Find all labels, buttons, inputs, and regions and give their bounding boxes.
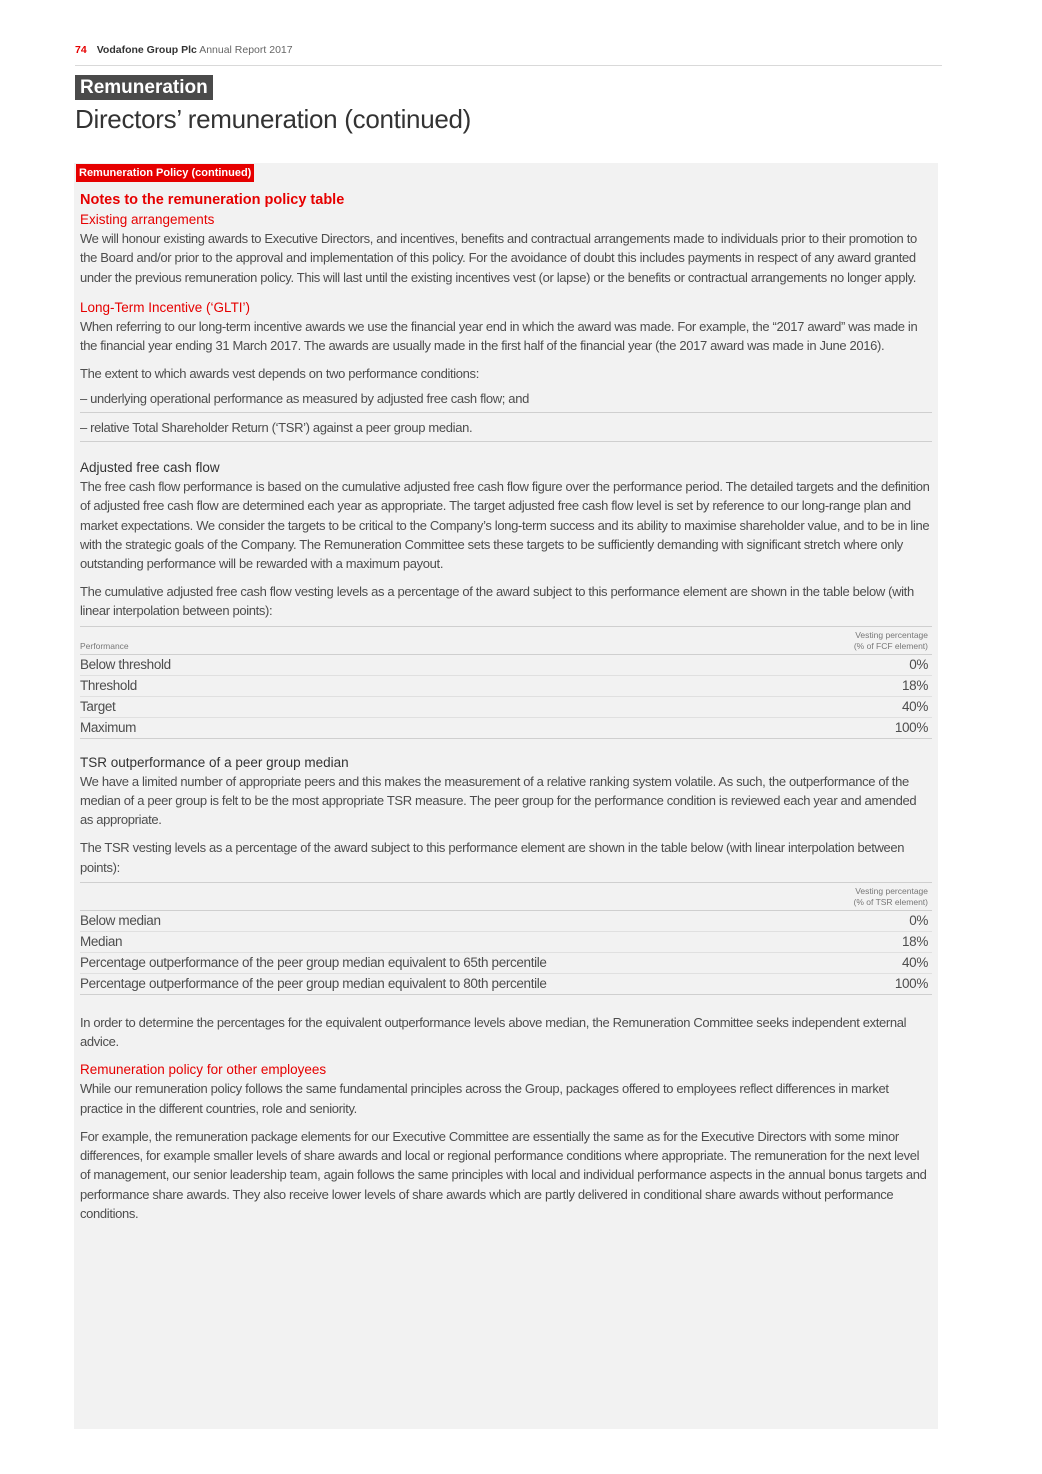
glti-title: Long-Term Incentive (‘GLTI’) [80,299,251,315]
list-item: – relative Total Shareholder Return (‘TSR’) against a peer group median. [80,413,932,442]
table-header-vesting: Vesting percentage (% of TSR element) [809,882,932,910]
table-row: Below threshold 0% [80,654,932,675]
tsr-advice-text: In order to determine the percentages for the equivalent outperformance levels above median, the Remuneration Committee seeks independent external advice. [80,1014,907,1050]
other-employees-title: Remuneration policy for other employees [80,1062,327,1078]
section-tag: Remuneration [75,75,213,100]
page-title: Directors’ remuneration (continued) [75,104,472,134]
table-row: Percentage outperformance of the peer group median equivalent to 65th percentile 40% [80,952,932,973]
fcf-vesting-table [80,626,932,739]
policy-panel [74,163,938,1429]
tsr-title: TSR outperformance of a peer group median [80,754,349,770]
glti-text: When referring to our long-term incentive awards we use the financial year end in which the award was made. For example, the “2017 award” was made in the financial year ending 31 March 2017. The awards are usually made in the first half of the financial year (the 2017 award was made in June 2016). [80,319,918,354]
fcf-title: Adjusted free cash flow [80,460,220,476]
panel-tag: Remuneration Policy (continued) [76,164,254,182]
executive-committee-text: For example, the remuneration package elements for our Executive Committee are essentially the same as for the Executive Directors with some minor differences, for example smaller levels of share awards and local or regional performance conditions where appropriate. The remuneration for the next level of management, our senior leadership team, again follows the same principles with local and individual performance aspects in the annual bonus targets and performance share awards. They also receive lower levels of share awards which are partly delivered in conditional share awards without performance conditions. [80,1128,927,1221]
fcf-table-intro: The cumulative adjusted free cash flow vesting levels as a percentage of the award subject to this performance element are shown in the table below (with linear interpolation between points): [80,584,914,619]
list-item: – underlying operational performance as measured by adjusted free cash flow; and [80,384,932,413]
table-row: Median 18% [80,931,932,952]
tsr-text: We have a limited number of appropriate peers and this makes the measurement of a relative ranking system volatile. As such, the outperformance of the median of a peer group is felt to be the most appropriate TSR measure. The peer group for the performance condition is reviewed each year and amended as appropriate. [80,773,917,828]
performance-conditions-list [80,384,932,442]
table-header-performance: Performance [80,626,538,654]
company-name: Vodafone Group Plc [96,44,197,56]
page-header [75,44,942,66]
tsr-table-intro: The TSR vesting levels as a percentage of the award subject to this performance element are shown in the table below (with linear interpolation between points): [80,840,905,875]
table-row: Maximum 100% [80,717,932,738]
table-row: Threshold 18% [80,675,932,696]
table-header-vesting: Vesting percentage (% of FCF element) [538,626,932,654]
page-number: 74 [75,44,87,56]
glti-conditions-intro: The extent to which awards vest depends on two performance conditions: [80,366,479,382]
table-row: Target 40% [80,696,932,717]
notes-heading: Notes to the remuneration policy table [80,192,345,208]
existing-arrangements-text: We will honour existing awards to Executive Directors, and incentives, benefits and contractual arrangements made to individuals prior to their promotion to the Board and/or prior to the approval and implementation of this policy. For the avoidance of doubt this includes payments in respect of any award granted under the previous remuneration policy. This will last until the existing incentives vest (or lapse) or the benefits or contractual arrangements no longer apply. [80,231,917,285]
report-name: Annual Report 2017 [199,44,293,56]
table-row: Percentage outperformance of the peer group median equivalent to 80th percentile 100% [80,973,932,994]
fcf-text: The free cash flow performance is based on the cumulative adjusted free cash flow figure over the performance period. The detailed targets and the definition of adjusted free cash flow are determined each year as appropriate. The target adjusted free cash flow level is set by reference to our long-range plan and market expectations. We consider the targets to be critical to the Company’s long-term success and its ability to maximise shareholder value, and to be in line with the strategic goals of the Company. The Remuneration Committee sets these targets to be sufficiently demanding with significant stretch where only outstanding performance will be rewarded with a maximum payout. [80,479,930,572]
panel-content [80,191,932,1232]
existing-arrangements-title: Existing arrangements [80,212,215,227]
table-row: Below median 0% [80,910,932,931]
other-employees-text: While our remuneration policy follows the same fundamental principles across the Group, packages offered to employees reflect differences in market practice in the different countries, role and seniority. [80,1081,889,1116]
tsr-vesting-table [80,882,932,995]
